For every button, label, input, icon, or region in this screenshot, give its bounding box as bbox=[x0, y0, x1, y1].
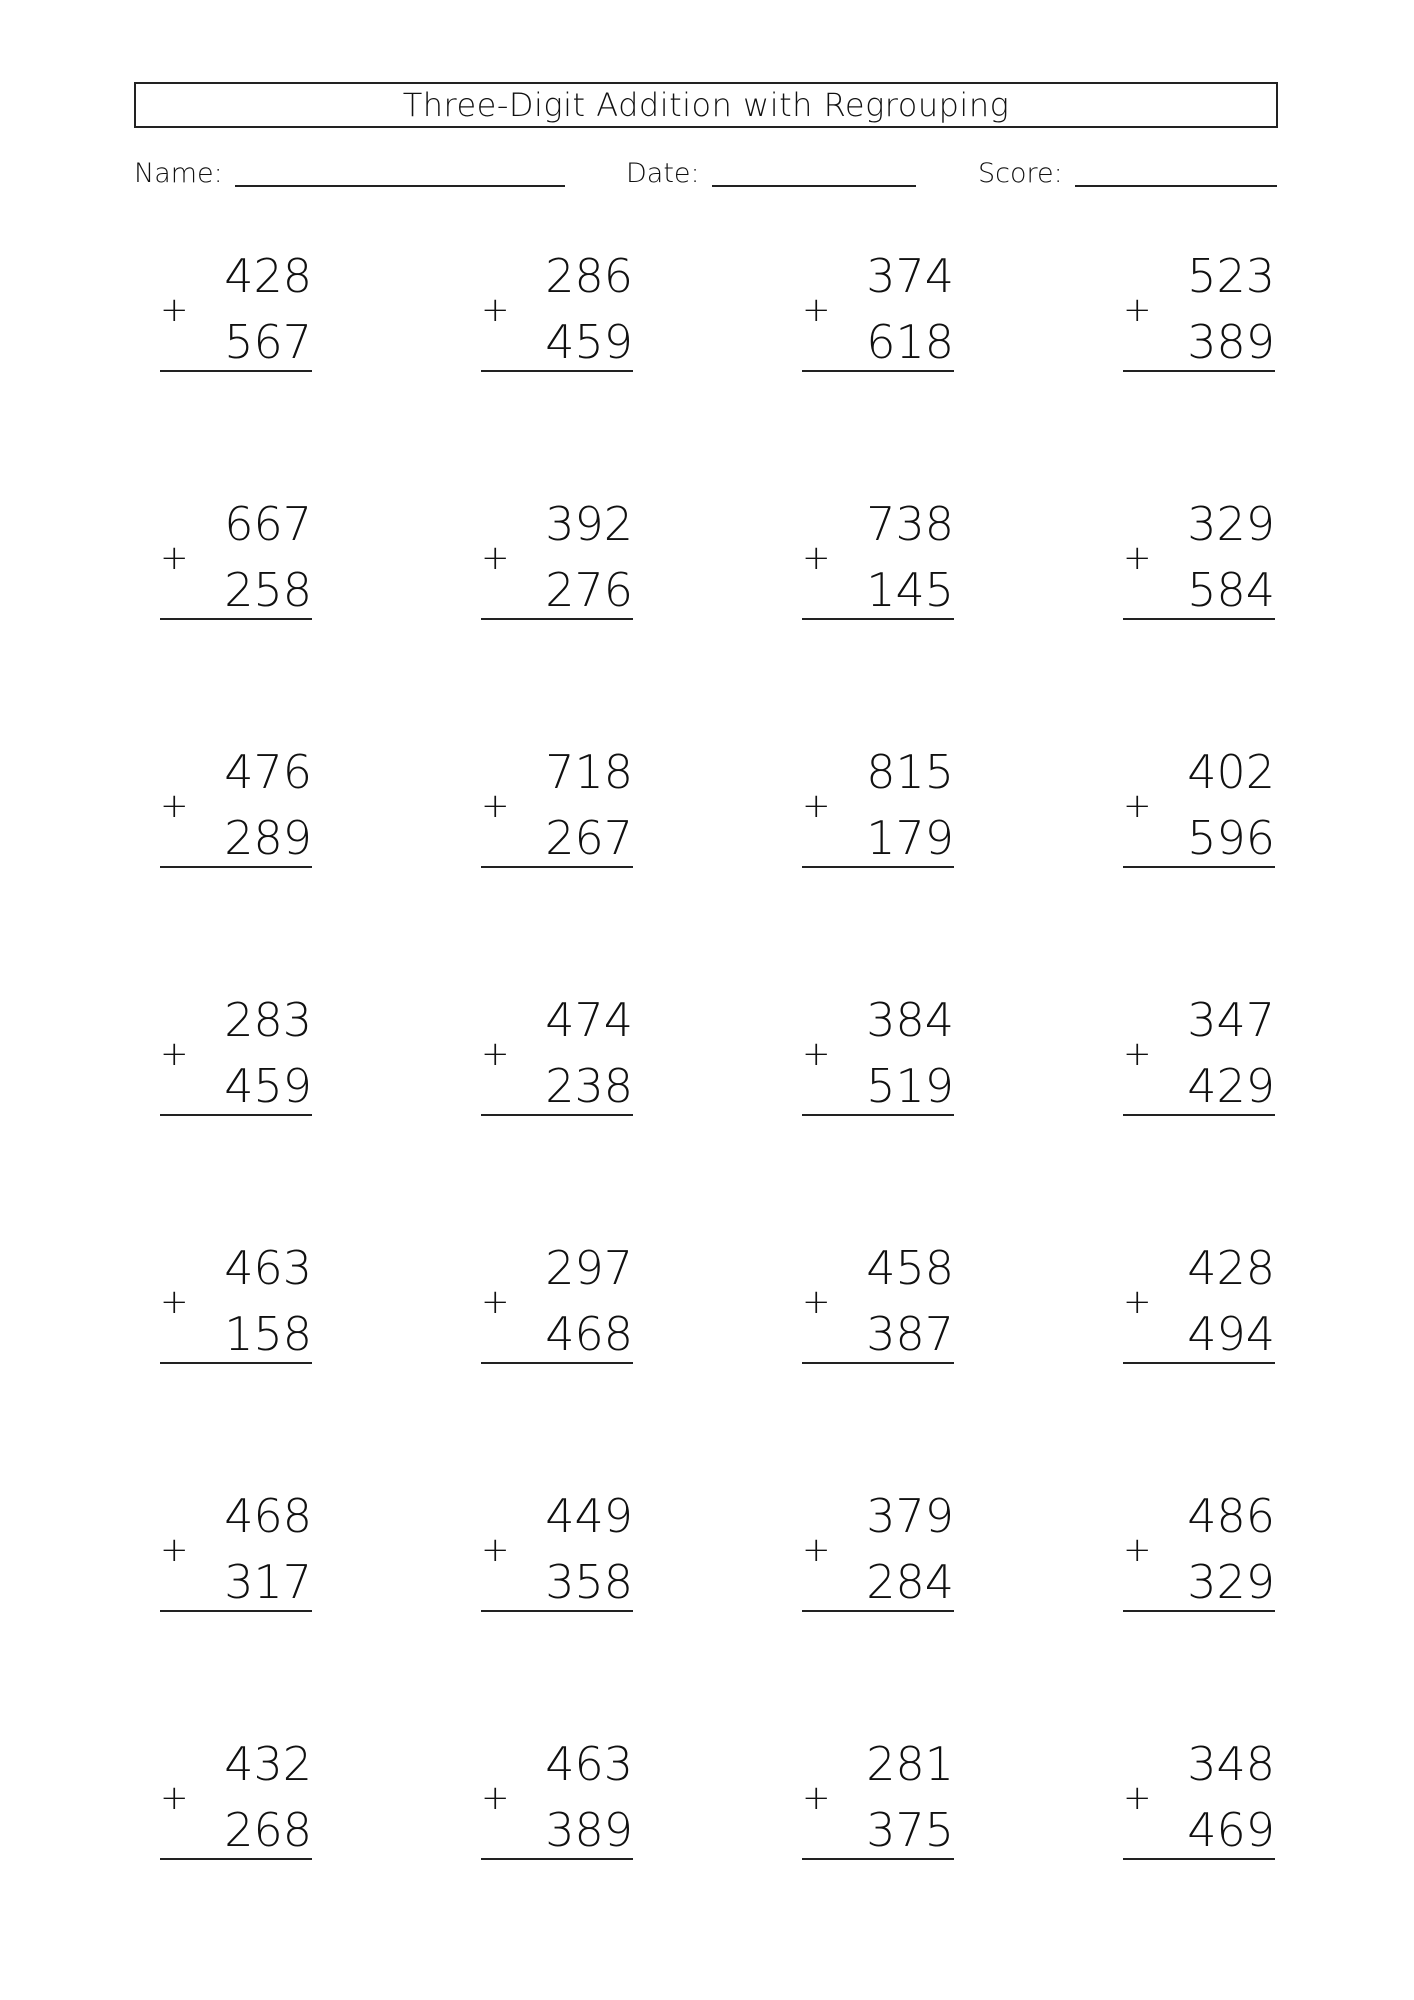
addition-problem bbox=[160, 992, 312, 1132]
addend-bottom: 238 bbox=[545, 1059, 633, 1113]
plus-sign: + bbox=[1123, 1530, 1152, 1570]
plus-sign: + bbox=[160, 1282, 189, 1322]
addition-problem bbox=[1123, 248, 1275, 388]
plus-sign: + bbox=[802, 786, 831, 826]
plus-sign: + bbox=[160, 1034, 189, 1074]
addend-bottom: 276 bbox=[545, 563, 633, 617]
answer-line[interactable] bbox=[481, 1610, 633, 1612]
answer-line[interactable] bbox=[1123, 1362, 1275, 1364]
answer-line[interactable] bbox=[802, 866, 954, 868]
addition-problem bbox=[160, 1488, 312, 1628]
plus-sign: + bbox=[160, 1778, 189, 1818]
answer-line[interactable] bbox=[1123, 866, 1275, 868]
addition-problem bbox=[1123, 992, 1275, 1132]
date-label: Date: bbox=[626, 158, 700, 189]
answer-line[interactable] bbox=[160, 618, 312, 620]
addend-top: 458 bbox=[866, 1241, 954, 1295]
addend-bottom: 268 bbox=[224, 1803, 312, 1857]
answer-line[interactable] bbox=[481, 1114, 633, 1116]
addend-top: 486 bbox=[1187, 1489, 1275, 1543]
addend-top: 468 bbox=[224, 1489, 312, 1543]
addend-bottom: 584 bbox=[1187, 563, 1275, 617]
addend-top: 402 bbox=[1187, 745, 1275, 799]
addition-problem bbox=[1123, 744, 1275, 884]
plus-sign: + bbox=[1123, 538, 1152, 578]
addend-top: 474 bbox=[545, 993, 633, 1047]
answer-line[interactable] bbox=[802, 1114, 954, 1116]
addend-top: 449 bbox=[545, 1489, 633, 1543]
addition-problem bbox=[1123, 1488, 1275, 1628]
addend-bottom: 375 bbox=[866, 1803, 954, 1857]
addend-top: 392 bbox=[545, 497, 633, 551]
addend-bottom: 358 bbox=[545, 1555, 633, 1609]
addend-top: 384 bbox=[866, 993, 954, 1047]
addition-problem bbox=[802, 1240, 954, 1380]
score-label: Score: bbox=[978, 158, 1063, 189]
answer-line[interactable] bbox=[1123, 1610, 1275, 1612]
addend-top: 379 bbox=[866, 1489, 954, 1543]
addend-bottom: 329 bbox=[1187, 1555, 1275, 1609]
addend-bottom: 469 bbox=[1187, 1803, 1275, 1857]
plus-sign: + bbox=[802, 1034, 831, 1074]
addend-top: 347 bbox=[1187, 993, 1275, 1047]
addend-bottom: 145 bbox=[866, 563, 954, 617]
addend-bottom: 289 bbox=[224, 811, 312, 865]
addition-problem bbox=[1123, 1736, 1275, 1876]
addend-top: 463 bbox=[224, 1241, 312, 1295]
addition-problem bbox=[481, 744, 633, 884]
addend-bottom: 567 bbox=[224, 315, 312, 369]
plus-sign: + bbox=[802, 290, 831, 330]
addend-bottom: 179 bbox=[866, 811, 954, 865]
addition-problem bbox=[160, 1240, 312, 1380]
addend-bottom: 468 bbox=[545, 1307, 633, 1361]
addition-problem bbox=[481, 1240, 633, 1380]
addend-top: 348 bbox=[1187, 1737, 1275, 1791]
addition-problem bbox=[481, 992, 633, 1132]
addition-problem bbox=[802, 496, 954, 636]
plus-sign: + bbox=[1123, 1034, 1152, 1074]
addend-top: 297 bbox=[545, 1241, 633, 1295]
addition-problem bbox=[160, 248, 312, 388]
addend-top: 286 bbox=[545, 249, 633, 303]
addend-bottom: 596 bbox=[1187, 811, 1275, 865]
answer-line[interactable] bbox=[1123, 1858, 1275, 1860]
addition-problem bbox=[481, 1736, 633, 1876]
addend-top: 815 bbox=[866, 745, 954, 799]
answer-line[interactable] bbox=[802, 618, 954, 620]
addend-bottom: 158 bbox=[224, 1307, 312, 1361]
answer-line[interactable] bbox=[160, 1114, 312, 1116]
addend-top: 463 bbox=[545, 1737, 633, 1791]
addend-bottom: 389 bbox=[545, 1803, 633, 1857]
addition-problem bbox=[802, 1488, 954, 1628]
addend-top: 428 bbox=[1187, 1241, 1275, 1295]
addend-bottom: 519 bbox=[866, 1059, 954, 1113]
addend-bottom: 389 bbox=[1187, 315, 1275, 369]
plus-sign: + bbox=[481, 1778, 510, 1818]
plus-sign: + bbox=[481, 1282, 510, 1322]
addend-top: 667 bbox=[224, 497, 312, 551]
worksheet-title: Three-Digit Addition with Regrouping bbox=[134, 82, 1278, 128]
answer-line[interactable] bbox=[1123, 1114, 1275, 1116]
addition-problem bbox=[1123, 496, 1275, 636]
addend-top: 329 bbox=[1187, 497, 1275, 551]
answer-line[interactable] bbox=[160, 1362, 312, 1364]
addition-problem bbox=[160, 1736, 312, 1876]
name-label: Name: bbox=[134, 158, 223, 189]
answer-line[interactable] bbox=[802, 1362, 954, 1364]
answer-line[interactable] bbox=[1123, 370, 1275, 372]
addend-bottom: 267 bbox=[545, 811, 633, 865]
addend-top: 283 bbox=[224, 993, 312, 1047]
addend-bottom: 387 bbox=[866, 1307, 954, 1361]
addend-top: 476 bbox=[224, 745, 312, 799]
plus-sign: + bbox=[1123, 1778, 1152, 1818]
addition-problem bbox=[1123, 1240, 1275, 1380]
plus-sign: + bbox=[160, 290, 189, 330]
answer-line[interactable] bbox=[802, 1858, 954, 1860]
answer-line[interactable] bbox=[481, 618, 633, 620]
answer-line[interactable] bbox=[1123, 618, 1275, 620]
addend-bottom: 459 bbox=[545, 315, 633, 369]
addition-problem bbox=[160, 744, 312, 884]
plus-sign: + bbox=[160, 786, 189, 826]
addend-top: 718 bbox=[545, 745, 633, 799]
plus-sign: + bbox=[1123, 1282, 1152, 1322]
addend-bottom: 258 bbox=[224, 563, 312, 617]
addition-problem bbox=[481, 496, 633, 636]
plus-sign: + bbox=[802, 1530, 831, 1570]
answer-line[interactable] bbox=[481, 866, 633, 868]
plus-sign: + bbox=[1123, 786, 1152, 826]
plus-sign: + bbox=[802, 538, 831, 578]
plus-sign: + bbox=[481, 786, 510, 826]
plus-sign: + bbox=[802, 1282, 831, 1322]
addend-bottom: 429 bbox=[1187, 1059, 1275, 1113]
answer-line[interactable] bbox=[160, 1610, 312, 1612]
plus-sign: + bbox=[160, 1530, 189, 1570]
answer-line[interactable] bbox=[160, 1858, 312, 1860]
addend-top: 432 bbox=[224, 1737, 312, 1791]
plus-sign: + bbox=[481, 538, 510, 578]
answer-line[interactable] bbox=[802, 1610, 954, 1612]
addition-problem bbox=[160, 496, 312, 636]
addend-top: 523 bbox=[1187, 249, 1275, 303]
answer-line[interactable] bbox=[160, 866, 312, 868]
addend-bottom: 618 bbox=[866, 315, 954, 369]
addend-top: 374 bbox=[866, 249, 954, 303]
addition-problem bbox=[802, 992, 954, 1132]
plus-sign: + bbox=[481, 290, 510, 330]
addition-problem bbox=[802, 744, 954, 884]
addend-bottom: 494 bbox=[1187, 1307, 1275, 1361]
addend-top: 428 bbox=[224, 249, 312, 303]
addend-bottom: 459 bbox=[224, 1059, 312, 1113]
plus-sign: + bbox=[1123, 290, 1152, 330]
addition-problem bbox=[802, 248, 954, 388]
plus-sign: + bbox=[160, 538, 189, 578]
plus-sign: + bbox=[481, 1530, 510, 1570]
addend-top: 738 bbox=[866, 497, 954, 551]
plus-sign: + bbox=[802, 1778, 831, 1818]
addition-problem bbox=[802, 1736, 954, 1876]
answer-line[interactable] bbox=[160, 370, 312, 372]
answer-line[interactable] bbox=[481, 370, 633, 372]
addition-problem bbox=[481, 1488, 633, 1628]
answer-line[interactable] bbox=[481, 1362, 633, 1364]
plus-sign: + bbox=[481, 1034, 510, 1074]
answer-line[interactable] bbox=[481, 1858, 633, 1860]
addend-top: 281 bbox=[866, 1737, 954, 1791]
addend-bottom: 284 bbox=[866, 1555, 954, 1609]
addition-problem bbox=[481, 248, 633, 388]
answer-line[interactable] bbox=[802, 370, 954, 372]
addend-bottom: 317 bbox=[224, 1555, 312, 1609]
